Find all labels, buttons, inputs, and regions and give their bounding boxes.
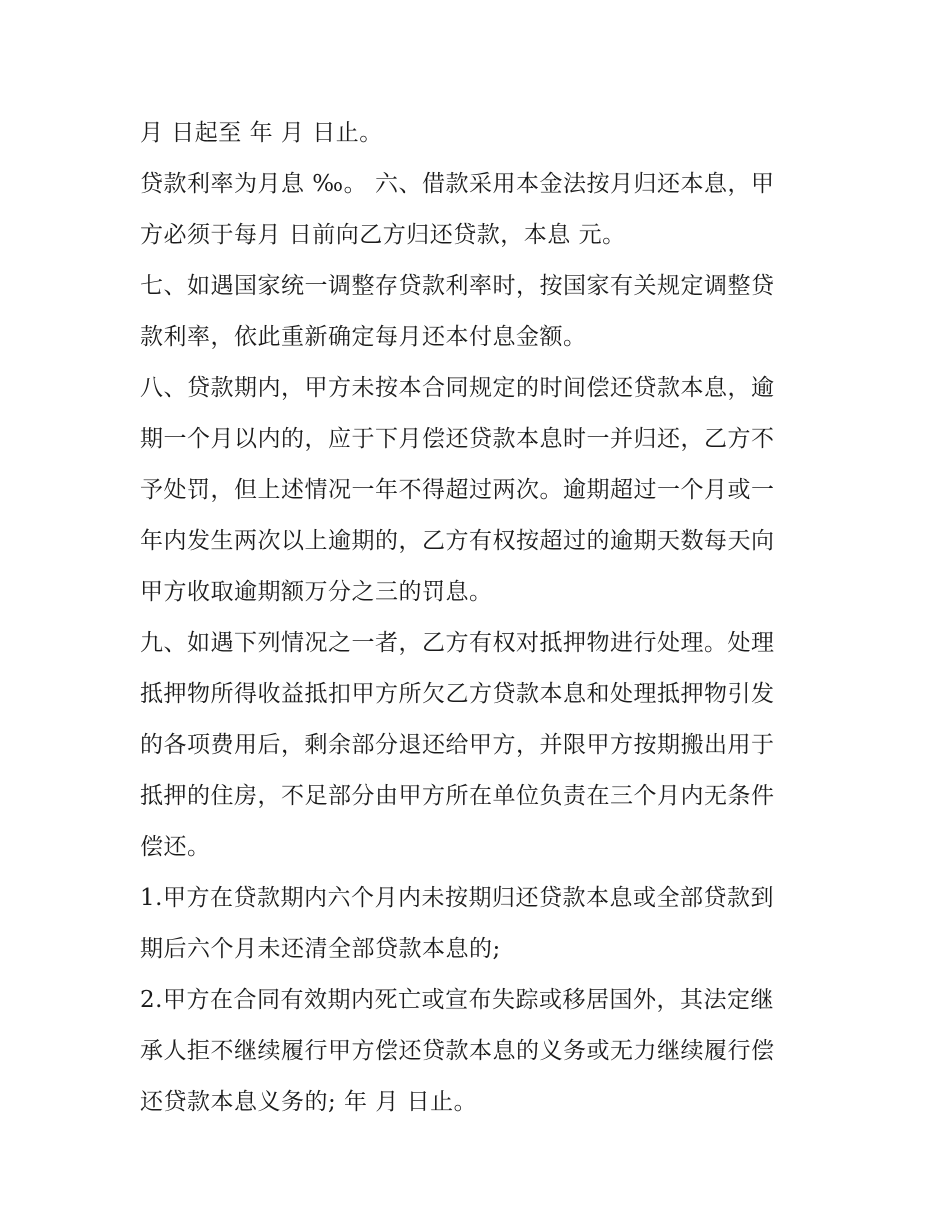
text-line: 偿还。 <box>140 834 211 860</box>
text-line: 七、如遇国家统一调整存贷款利率时，按国家有关规定调整贷 <box>140 273 775 299</box>
text-line: 方必须于每月 日前向乙方归还贷款，本息 元。 <box>140 222 626 248</box>
text-line: 甲方收取逾期额万分之三的罚息。 <box>140 579 493 605</box>
text-line: 1.甲方在贷款期内六个月内未按期归还贷款本息或全部贷款到 <box>140 885 774 911</box>
text-line: 的各项费用后，剩余部分退还给甲方，并限甲方按期搬出用于 <box>140 732 775 758</box>
text-line: 八、贷款期内，甲方未按本合同规定的时间偿还贷款本息，逾 <box>140 375 775 401</box>
text-line: 贷款利率为月息 ‰。 六、借款采用本金法按月归还本息，甲 <box>140 171 775 197</box>
text-line: 承人拒不继续履行甲方偿还贷款本息的义务或无力继续履行偿 <box>140 1038 775 1064</box>
text-line: 款利率，依此重新确定每月还本付息金额。 <box>140 324 587 350</box>
text-line: 九、如遇下列情况之一者，乙方有权对抵押物进行处理。处理 <box>140 630 775 656</box>
text-line: 月 日起至 年 月 日止。 <box>140 120 383 146</box>
text-line: 年内发生两次以上逾期的，乙方有权按超过的逾期天数每天向 <box>140 528 775 554</box>
text-line: 期一个月以内的，应于下月偿还贷款本息时一并归还，乙方不 <box>140 426 775 452</box>
text-line: 期后六个月未还清全部贷款本息的; <box>140 936 501 962</box>
text-line: 予处罚，但上述情况一年不得超过两次。逾期超过一个月或一 <box>140 477 775 503</box>
text-line: 抵押的住房，不足部分由甲方所在单位负责在三个月内无条件 <box>140 783 775 809</box>
text-line: 抵押物所得收益抵扣甲方所欠乙方贷款本息和处理抵押物引发 <box>140 681 775 707</box>
text-line: 2.甲方在合同有效期内死亡或宣布失踪或移居国外，其法定继 <box>140 987 774 1013</box>
text-line: 还贷款本息义务的; 年 月 日止。 <box>140 1089 478 1115</box>
document-body <box>140 108 820 1128</box>
